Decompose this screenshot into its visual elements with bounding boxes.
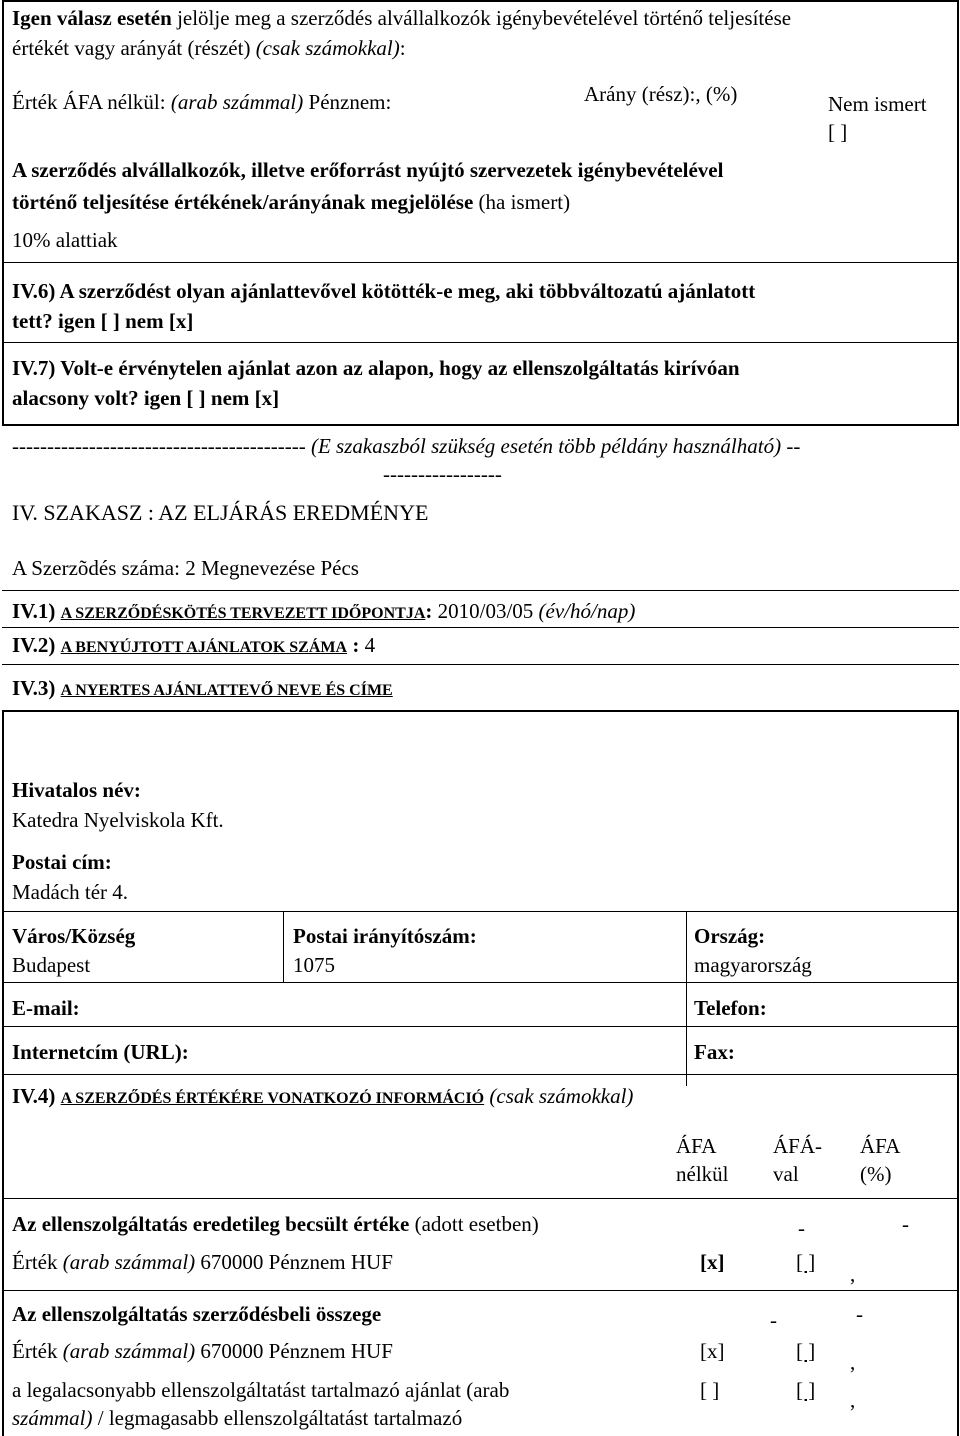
instruction-colon: : <box>399 36 406 60</box>
official-name-value: Katedra Nyelviskola Kft. <box>12 808 224 832</box>
q7-line2: alacsony volt? igen [ ] nem [x] <box>12 386 280 410</box>
value-without-vat-row <box>12 90 391 115</box>
value-italic: (arab számmal) <box>170 90 304 114</box>
subcontract-value-line2 <box>12 190 570 215</box>
contract-value-label-text: Érték <box>12 1339 58 1363</box>
ten-percent-label: 10% alattiak <box>12 228 118 252</box>
contract-name-label: Megnevezése <box>200 556 316 580</box>
divider <box>2 911 959 912</box>
email-label: E-mail: <box>12 996 80 1020</box>
estimated-vat-excl-check[interactable]: [x] <box>700 1250 725 1274</box>
s2-label: A BENYÚJTOTT AJÁNLATOK SZÁMA <box>60 639 348 656</box>
estimated-dash-incl: - <box>798 1216 805 1240</box>
estimated-vat-rate: , <box>850 1262 856 1286</box>
contract-number: 2 <box>185 556 196 580</box>
contract-dash-incl: - <box>770 1308 777 1332</box>
separator-dashes: ------------------------------------------ <box>12 434 306 458</box>
estimated-vat-incl-check[interactable]: [ ] <box>796 1250 816 1274</box>
lowest-offer-rest: / legmagasabb ellenszolgáltatást tartalmazó <box>97 1406 463 1430</box>
estimated-dash-rate: - <box>902 1212 909 1236</box>
s1-label: A SZERZŐDÉSKÖTÉS TERVEZETT IDŐPONTJA <box>60 605 426 622</box>
q6-line2: tett? igen [ ] nem [x] <box>12 309 194 333</box>
col-vat-incl-b: val <box>773 1162 799 1186</box>
col-vat-excl-b: nélkül <box>676 1162 729 1186</box>
contract-currency: Pénznem HUF <box>268 1339 393 1363</box>
subcontract-bold: történő teljesítése értékének/arányának megjelölése <box>12 190 474 214</box>
s4-number: IV.4) <box>12 1084 56 1108</box>
divider <box>2 627 959 628</box>
lowest-offer-italic: számmal) <box>12 1406 93 1430</box>
contract-vat-incl-check[interactable]: [ ] <box>796 1339 816 1363</box>
lowest-offer-line2 <box>12 1406 462 1431</box>
winner-heading-row <box>12 676 393 701</box>
subcontractor-instruction-line2 <box>12 36 406 61</box>
contract-dash-rate: - <box>856 1302 863 1326</box>
contract-name-value: Pécs <box>320 556 359 580</box>
col-vat-incl-a: ÁFÁ- <box>773 1134 823 1158</box>
s3-number: IV.3) <box>12 676 56 700</box>
column-divider <box>686 911 687 1086</box>
contract-vat-rate: , <box>850 1350 856 1374</box>
instruction-plain: értékét vagy arányát (részét) <box>12 36 251 60</box>
country-value: magyarország <box>694 953 812 977</box>
unknown-label: Nem ismert <box>828 92 927 116</box>
divider <box>2 664 959 665</box>
s1-number: IV.1) <box>12 599 56 623</box>
unknown-checkbox[interactable]: [ ] <box>828 120 848 144</box>
subcontract-rest: (ha ismert) <box>478 190 571 214</box>
divider <box>2 342 959 343</box>
section-separator <box>12 434 800 459</box>
offers-count-value: 4 <box>364 633 376 657</box>
estimated-bold: Az ellenszolgáltatás eredetileg becsült értéke <box>12 1212 410 1236</box>
date-format: (év/hó/nap) <box>538 599 636 623</box>
postal-address-label: Postai cím: <box>12 850 112 874</box>
instruction-italic: (csak számokkal) <box>255 36 400 60</box>
divider <box>2 982 959 983</box>
s1-colon: : <box>425 599 433 623</box>
contract-amount-label: Az ellenszolgáltatás szerződésbeli összege <box>12 1302 382 1326</box>
s4-note: (csak számokkal) <box>489 1084 634 1108</box>
planned-date-row <box>12 599 635 624</box>
divider <box>2 590 959 591</box>
lowest-vat-excl-check[interactable]: [ ] <box>700 1378 720 1402</box>
lowest-offer-line1: a legalacsonyabb ellenszolgáltatást tartalmazó ajánlat (arab <box>12 1378 510 1402</box>
estimated-currency: Pénznem HUF <box>268 1250 393 1274</box>
col-vat-rate-a: ÁFA <box>860 1134 901 1158</box>
offers-count-row <box>12 633 375 658</box>
lowest-vat-incl-check[interactable]: [ ] <box>796 1378 816 1402</box>
s3-label: A NYERTES AJÁNLATTEVŐ NEVE ÉS CÍME <box>60 682 393 699</box>
divider <box>2 1074 959 1075</box>
contract-vat-excl-check[interactable]: [x] <box>700 1339 725 1363</box>
city-label: Város/Község <box>12 924 136 948</box>
value-info-heading <box>12 1084 633 1109</box>
zip-value: 1075 <box>293 953 335 977</box>
estimated-value-row <box>12 1250 393 1275</box>
separator-note: (E szakaszból szükség esetén több példány használható) <box>310 434 782 458</box>
postal-address-value: Madách tér 4. <box>12 880 129 904</box>
estimated-value-italic: (arab számmal) <box>62 1250 196 1274</box>
col-vat-rate-b: (%) <box>860 1162 892 1186</box>
separator-dashes-end: -- <box>786 434 801 458</box>
col-vat-excl-a: ÁFA <box>676 1134 717 1158</box>
country-label: Ország: <box>694 924 766 948</box>
s4-label: A SZERZŐDÉS ÉRTÉKÉRE VONATKOZÓ INFORMÁCIÓ <box>60 1090 485 1107</box>
lowest-vat-rate: , <box>850 1388 856 1412</box>
zip-label: Postai irányítószám: <box>293 924 477 948</box>
planned-date-value: 2010/03/05 <box>437 599 534 623</box>
subcontract-value-line1: A szerződés alvállalkozók, illetve erőforrást nyújtó szervezetek igénybevételével <box>12 158 724 182</box>
estimated-value-label-text: Érték <box>12 1250 58 1274</box>
separator-dashes-line2: ----------------- <box>383 462 502 486</box>
estimated-amount: 670000 <box>200 1250 264 1274</box>
s2-colon: : <box>352 633 360 657</box>
value-currency: Pénznem: <box>308 90 392 114</box>
value-label: Érték ÁFA nélkül: <box>12 90 166 114</box>
contract-number-row <box>12 556 359 581</box>
section-title: IV. SZAKASZ : AZ ELJÁRÁS EREDMÉNYE <box>12 500 429 525</box>
web-label: Internetcím (URL): <box>12 1040 189 1064</box>
estimated-value-label <box>12 1212 539 1237</box>
instruction-rest: jelölje meg a szerződés alvállalkozók igénybevételével történő teljesítése <box>177 6 792 30</box>
subcontractor-instruction-line1 <box>12 6 791 31</box>
s2-number: IV.2) <box>12 633 56 657</box>
divider <box>2 1026 959 1027</box>
contract-value-row <box>12 1339 393 1364</box>
phone-label: Telefon: <box>694 996 767 1020</box>
divider <box>2 1198 959 1199</box>
fax-label: Fax: <box>694 1040 735 1064</box>
q7-line1: IV.7) Volt-e érvénytelen ajánlat azon az alapon, hogy az ellenszolgáltatás kirívóan <box>12 356 740 380</box>
official-name-label: Hivatalos név: <box>12 778 141 802</box>
instruction-bold: Igen válasz esetén <box>12 6 172 30</box>
contract-value-italic: (arab számmal) <box>62 1339 196 1363</box>
column-divider <box>283 911 284 982</box>
city-value: Budapest <box>12 953 91 977</box>
ratio-label: Arány (rész):, (%) <box>584 82 738 106</box>
contract-label: A Szerzõdés száma: <box>12 556 180 580</box>
contract-amount: 670000 <box>200 1339 264 1363</box>
estimated-rest: (adott esetben) <box>414 1212 539 1236</box>
q6-line1: IV.6) A szerződést olyan ajánlattevővel kötötték-e meg, aki többváltozatú ajánlatott <box>12 279 756 303</box>
divider <box>2 1290 959 1291</box>
divider <box>2 262 959 263</box>
